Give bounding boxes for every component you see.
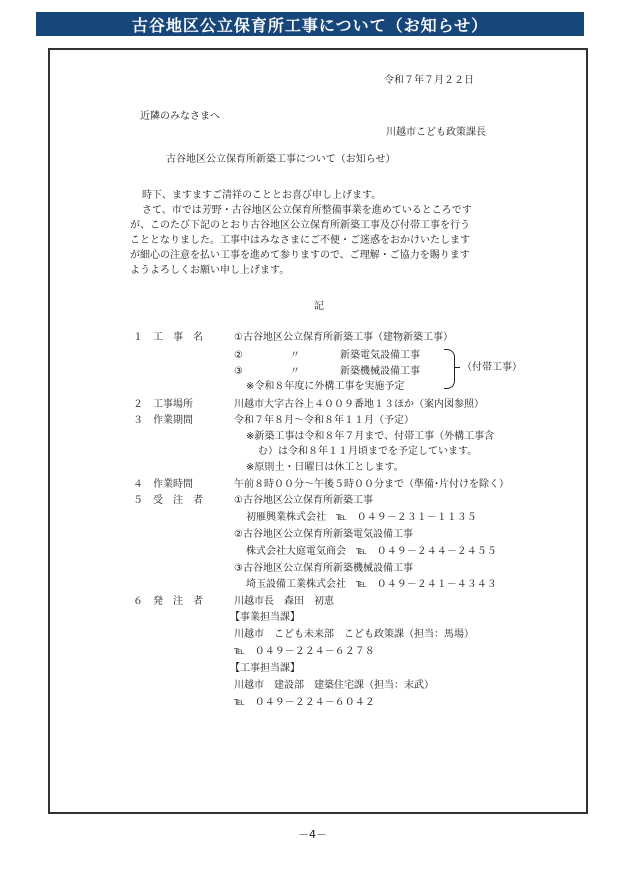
brace-tick (454, 367, 460, 368)
construction-location: 川越市大字古谷上４００９番地１３ほか（案内図参照） (234, 399, 484, 410)
ditto-mark: 〃 (290, 350, 300, 361)
body-line: が、このたび下記のとおり古谷地区公立保育所新築工事及び付帯工事を行う (130, 220, 470, 231)
period-note-2: む）は令和８年１１月頃までを予定しています。 (258, 446, 478, 457)
construction-name-2: 新築電気設備工事 (340, 350, 420, 361)
right-brace (444, 349, 455, 389)
page-number: －4－ (298, 828, 327, 841)
item-label-hours: ４ 作業時間 (133, 479, 193, 490)
item-label-contractor: ５ 受 注 者 (133, 495, 203, 506)
body-line: さて、市では芳野・古谷地区公立保育所整備事業を進めているところです (142, 205, 472, 216)
period-note-3: ※原則土・日曜日は休工とします。 (246, 462, 404, 473)
office-2-heading: 【工事担当課】 (230, 663, 300, 674)
letter-date: 令和７年７月２２日 (384, 75, 474, 86)
contract-3-company: 埼玉設備工業株式会社 ℡ ０４９－２４１－４３４３ (246, 579, 497, 590)
ancillary-works-label: （付帯工事） (462, 362, 522, 373)
construction-name-1: ①古谷地区公立保育所新築工事（建物新築工事） (234, 332, 453, 343)
office-1-heading: 【事業担当課】 (230, 612, 300, 623)
construction-num-3: ③ (234, 366, 243, 377)
work-period: 令和７年８月～令和８年１１月（予定） (234, 415, 414, 426)
ditto-mark: 〃 (290, 366, 300, 377)
item-label-construction-name: １ 工 事 名 (133, 332, 203, 343)
work-hours: 午前８時００分～午後５時００分まで（準備･片付けを除く） (234, 479, 509, 490)
exterior-works-note: ※令和８年度に外構工事を実施予定 (246, 381, 405, 392)
page-title: 古谷地区公立保育所工事について（お知らせ） (131, 15, 489, 35)
ki-heading: 記 (314, 301, 324, 312)
office-1-tel: ℡ ０４９－２２４－６２７８ (234, 646, 375, 657)
contract-3-name: ③古谷地区公立保育所新築機械設備工事 (234, 563, 413, 574)
item-label-location: ２ 工事場所 (133, 399, 193, 410)
body-line: 時下、ますますご清祥のこととお喜び申し上げます。 (142, 190, 382, 201)
body-line: こととなりました。工事中はみなさまにご不便・ご迷惑をおかけいたします (130, 235, 470, 246)
construction-name-3: 新築機械設備工事 (340, 366, 420, 377)
office-2-name: 川越市 建設部 建築住宅課（担当：末武） (234, 680, 434, 691)
item-label-orderer: ６ 発 注 者 (133, 596, 203, 607)
contract-2-company: 株式会社大庭電気商会 ℡ ０４９－２４４－２４５５ (246, 546, 497, 557)
contract-1-company: 初雁興業株式会社 ℡ ０４９－２３１－１１３５ (246, 512, 477, 523)
item-label-period: ３ 作業期間 (133, 415, 193, 426)
office-1-name: 川越市 こども未来部 こども政策課（担当：馬場） (234, 629, 474, 640)
period-note-1: ※新築工事は令和８年７月まで、付帯工事（外構工事含 (246, 431, 495, 442)
construction-num-2: ② (234, 350, 243, 361)
contract-1-name: ①古谷地区公立保育所新築工事 (234, 495, 373, 506)
letter-sender: 川越市こども政策課長 (386, 127, 486, 138)
contract-2-name: ②古谷地区公立保育所新築電気設備工事 (234, 529, 413, 540)
orderer-name: 川越市長 森田 初恵 (234, 596, 334, 607)
letter-recipient: 近隣のみなさまへ (140, 111, 220, 122)
header-banner (36, 12, 584, 36)
body-line: ようよろしくお願い申し上げます。 (130, 265, 290, 276)
office-2-tel: ℡ ０４９－２２４－６０４２ (234, 697, 375, 708)
body-line: が細心の注意を払い工事を進めて参りますので、ご理解・ご協力を賜ります (130, 250, 470, 261)
letter-subject: 古谷地区公立保育所新築工事について（お知らせ） (166, 154, 396, 165)
